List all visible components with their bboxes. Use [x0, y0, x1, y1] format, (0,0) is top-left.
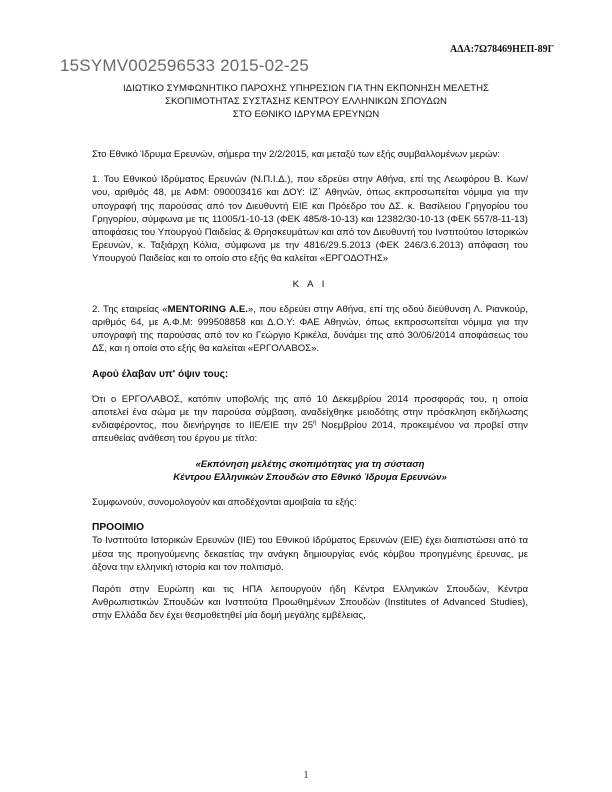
document-stamp: 15SYMV002596533 2015-02-25	[60, 56, 310, 75]
party-2-prefix: 2. Της εταιρείας «	[92, 303, 168, 315]
whereas-text-a: Ότι ο ΕΡΓΟΛΑΒΟΣ, κατόπιν υποβολής της από 10 Δεκεμβρίου 2014 προσφοράς του, η οποία αποτελεί ένα σώμα με την παρούσα σύμβαση, αναδείχθηκε μειοδότης στην πρόσκληση εκδήλωσης ενδιαφέροντος, που διενήργησε το ΙΙΕ/ΕΙΕ την 25	[92, 393, 528, 432]
title-line: ΣΤΟ ΕΘΝΙΚΟ ΙΔΡΥΜΑ ΕΡΕΥΝΩΝ	[232, 109, 380, 120]
preamble-paragraph-2: Παρότι στην Ευρώπη και τις ΗΠΑ λειτουργούν ήδη Κέντρα Ελληνικών Σπουδών, Κέντρα Ανθρωπιστικών Σπουδών και Ινστιτούτα Προωθημένων Σπουδών (Institutes of Advanced Studies), στην Ελλάδα δεν έχει θεσμοθετηθεί μία δομή μεγάλης εμβέλειας,	[92, 584, 528, 622]
company-name: MENTORING Α.Ε.	[167, 303, 248, 315]
preamble-paragraph-1: Το Ινστιτούτο Ιστορικών Ερευνών (ΙΙΕ) του Εθνικού Ιδρύματος Ερευνών (ΕΙΕ) έχει διαπιστώσει από τα μέσα της προηγούμενης δεκαετίας την ανάγκη δημιουργίας ενός κόμβου προηγμένης έρευνας, με άξονα την ελληνική ιστορία και τον πολιτισμό.	[92, 535, 528, 573]
project-title	[92, 458, 528, 484]
party-2-paragraph	[92, 303, 528, 356]
preamble-heading: ΠΡΟΟΙΜΙΟ	[92, 522, 145, 534]
party-2-suffix: », που εδρεύει στην Αθήνα, επί της οδού διεύθυνση Λ. Ριανκούρ, αριθμός 64, με Α.Φ.Μ: 999508858 και Δ.Ο.Υ: ΦΑΕ Αθηνών, όπως εκπροσωπείται νόμιμα για την υπογραφή της παρούσας από τον κο Γεώργιο Κρικέλα, δυνάμει της από 30/06/2014 αποφάσεως του ΔΣ, και η οποία στο εξής θα καλείται «ΕΡΓΟΛΑΒΟΣ».	[92, 303, 528, 355]
ada-code: ΑΔΑ:7Ω78469ΗΕΠ-89Γ	[450, 44, 554, 55]
whereas-heading: Αφού έλαβαν υπ' όψιν τους:	[92, 368, 229, 380]
project-title-line: «Εκπόνηση μελέτης σκοπιμότητας για τη σύσταση	[195, 458, 425, 470]
whereas-paragraph	[92, 393, 528, 446]
page-number: 1	[303, 770, 309, 781]
intro-paragraph: Στο Εθνικό Ίδρυμα Ερευνών, σήμερα την 2/2/2015, και μεταξύ των εξής συμβαλλομένων μερών:	[92, 149, 501, 160]
document-body	[92, 148, 528, 623]
whereas-text-b: Νοεμβρίου 2014, προκειμένου να προβεί στην απευθείας ανάθεση του έργου με τίτλο:	[92, 420, 528, 445]
document-title	[0, 82, 612, 121]
ordinal-superscript: η	[313, 420, 317, 427]
kai-separator: Κ Α Ι	[292, 278, 328, 290]
title-line: ΙΔΙΩΤΙΚΟ ΣΥΜΦΩΝΗΤΙΚΟ ΠΑΡΟΧΗΣ ΥΠΗΡΕΣΙΩΝ ΓΙΑ ΤΗΝ ΕΚΠΟΝΗΣΗ ΜΕΛΕΤΗΣ	[123, 83, 489, 94]
agreement-paragraph: Συμφωνούν, συνομολογούν και αποδέχονται αμοιβαία τα εξής:	[92, 497, 357, 509]
party-1-paragraph: 1. Του Εθνικού Ιδρύματος Ερευνών (Ν.Π.Ι.Δ.), που εδρεύει στην Αθήνα, επί της Λεωφόρου Β. Κων/νου, αριθμός 48, με ΑΦΜ: 090003416 και ΔΟΥ: ΙΖ΄ Αθηνών, όπως εκπροσωπείται νόμιμα για την υπογραφή της παρούσας από τον Διευθυντή ΕΙΕ και Πρόεδρο του ΔΣ. κ. Βασίλειου Γρηγορίου του Γρηγορίου, σύμφωνα με τις 11005/1-10-13 (ΦΕΚ 485/8-10-13) και 12382/30-10-13 (ΦΕΚ 557/8-11-13) αποφάσεις του Υπουργού Παιδείας & Θρησκευμάτων και από τον Διευθυντή του Ινστιτούτου Ιστορικών Ερευνών, κ. Ταξιάρχη Κόλια, σύμφωνα με την 4816/29.5.2013 (ΦΕΚ 246/3.6.2013) απόφαση του Υπουργού Παιδείας και το οποίο στο εξής θα καλείται «ΕΡΓΟΔΟΤΗΣ»	[92, 174, 528, 265]
project-title-line: Κέντρου Ελληνικών Σπουδών στο Εθνικό Ίδρυμα Ερευνών»	[173, 471, 447, 483]
title-line: ΣΚΟΠΙΜΟΤΗΤΑΣ ΣΥΣΤΑΣΗΣ ΚΕΝΤΡΟΥ ΕΛΛΗΝΙΚΩΝ ΣΠΟΥΔΩΝ	[165, 96, 447, 107]
